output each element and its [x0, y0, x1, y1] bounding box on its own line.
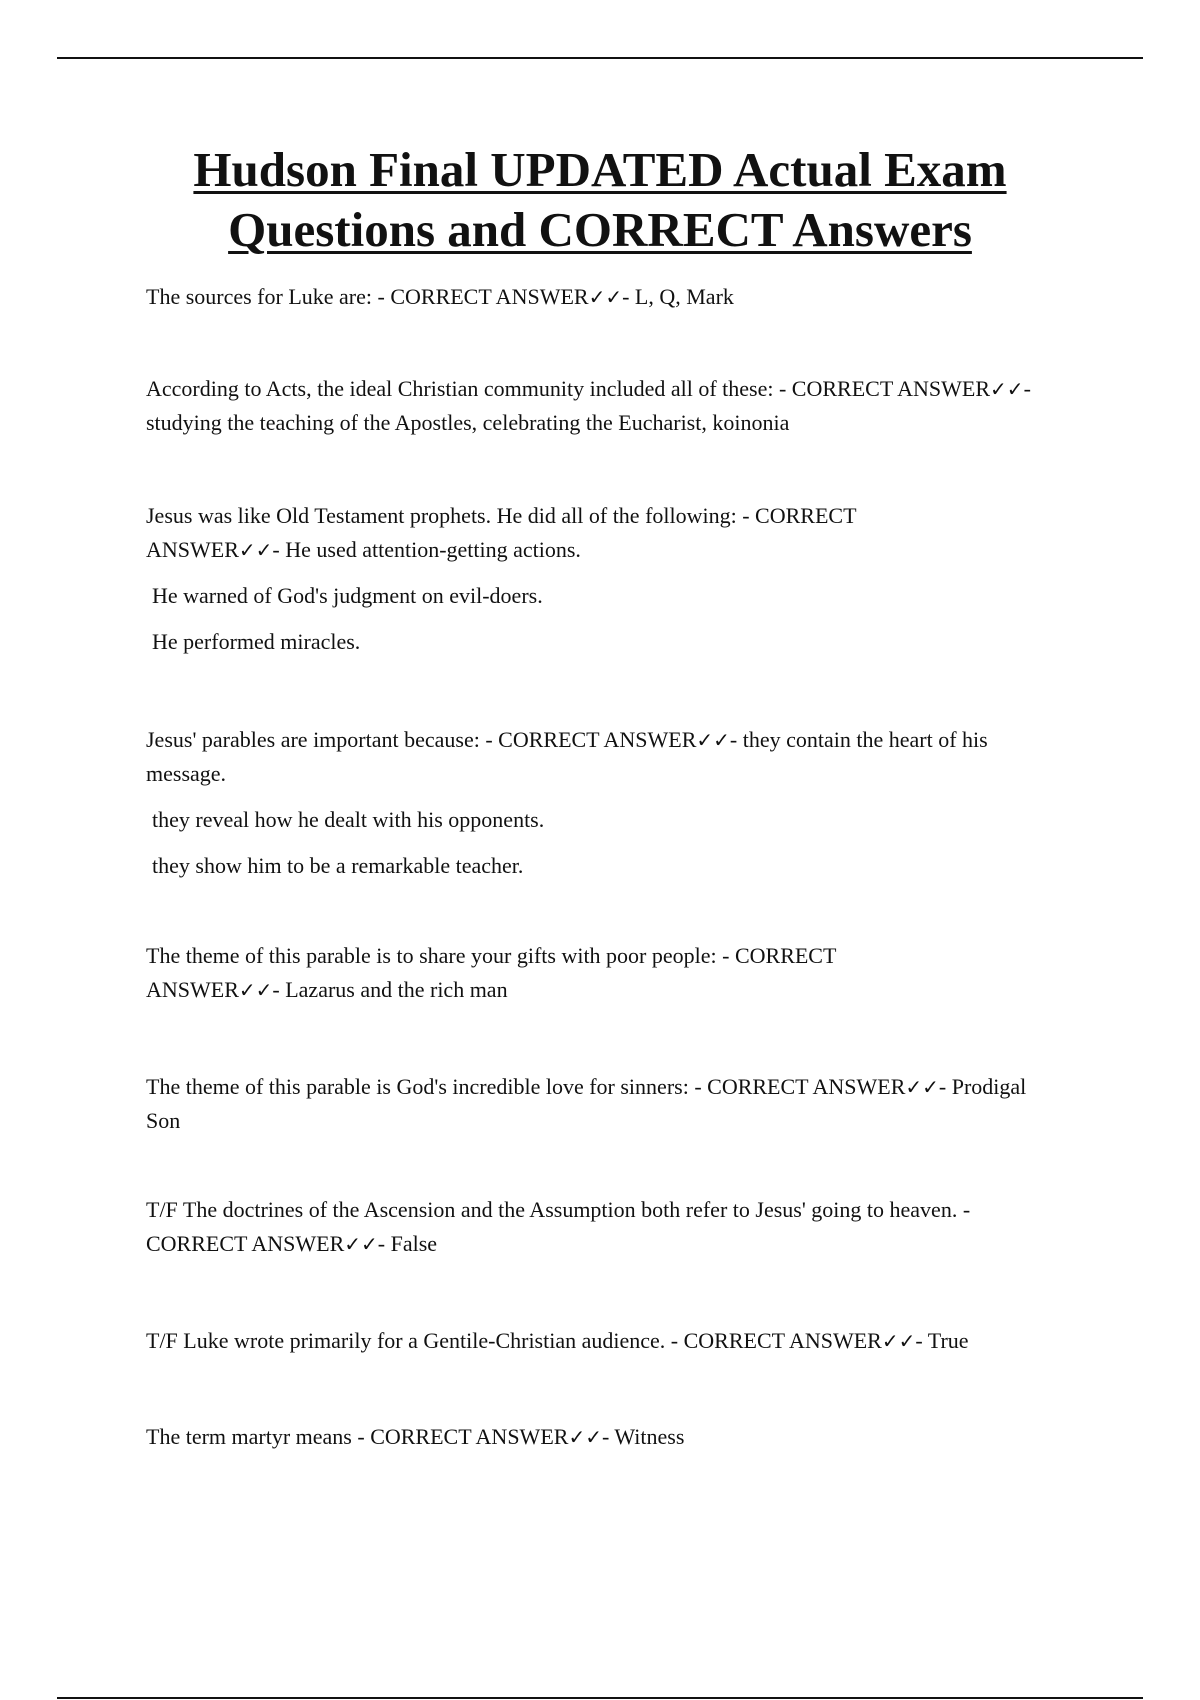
- checkmark-icon: ✓✓: [990, 377, 1024, 401]
- question-text: The theme of this parable is God's incredible love for sinners: - CORRECT ANSWER: [146, 1074, 906, 1099]
- qa-item-3: [146, 499, 986, 659]
- qa-item-5: [146, 939, 936, 1007]
- answer-extra-line: they show him to be a remarkable teacher.: [152, 853, 524, 878]
- qa-item-6: [146, 1070, 1066, 1138]
- answer-text: - He used attention-getting actions.: [272, 537, 581, 562]
- answer-text: - True: [915, 1328, 969, 1353]
- title-line-1: Hudson Final UPDATED Actual Exam: [193, 142, 1007, 197]
- answer-extra-line: He warned of God's judgment on evil-doers.: [152, 583, 543, 608]
- checkmark-icon: ✓✓: [568, 1425, 602, 1449]
- checkmark-icon: ✓✓: [696, 728, 730, 752]
- question-text: The sources for Luke are: - CORRECT ANSWER: [146, 284, 589, 309]
- question-text: The term martyr means - CORRECT ANSWER: [146, 1424, 569, 1449]
- answer-extra-line: they reveal how he dealt with his opponents.: [152, 807, 545, 832]
- answer-text: - Prodigal Son: [146, 1074, 1032, 1133]
- answer-text: - False: [377, 1231, 438, 1256]
- checkmark-icon: ✓✓: [344, 1232, 378, 1256]
- question-text: Jesus was like Old Testament prophets. He did all of the following: - CORRECT ANSWER: [146, 503, 861, 562]
- checkmark-icon: ✓✓: [238, 978, 273, 1002]
- qa-item-1: [146, 280, 734, 314]
- question-text: The theme of this parable is to share your gifts with poor people: - CORRECT ANSWER: [146, 943, 841, 1002]
- question-text: According to Acts, the ideal Christian community included all of these: - CORRECT ANSWER: [146, 376, 991, 401]
- checkmark-icon: ✓✓: [881, 1329, 916, 1353]
- title-line-2: Questions and CORRECT Answers: [228, 202, 972, 257]
- checkmark-icon: ✓✓: [588, 285, 623, 309]
- answer-extra-line: He performed miracles.: [152, 629, 361, 654]
- answer-text: - Witness: [601, 1424, 685, 1449]
- answer-text: - L, Q, Mark: [622, 284, 734, 309]
- top-rule: [57, 57, 1143, 59]
- answer-text: - they contain the heart of his message.: [146, 727, 994, 786]
- answer-text: - Lazarus and the rich man: [272, 977, 508, 1002]
- answer-text: - studying the teaching of the Apostles, celebrating the Eucharist, koinonia: [146, 376, 1037, 435]
- qa-item-4: [146, 723, 1066, 883]
- checkmark-icon: ✓✓: [238, 538, 273, 562]
- checkmark-icon: ✓✓: [905, 1075, 939, 1099]
- qa-item-7: [146, 1193, 1066, 1261]
- qa-item-2: [146, 372, 1066, 440]
- qa-item-8: [146, 1324, 1086, 1358]
- question-text: T/F Luke wrote primarily for a Gentile-Christian audience. - CORRECT ANSWER: [146, 1328, 882, 1353]
- document-title: [57, 140, 1143, 260]
- bottom-rule: [57, 1697, 1143, 1699]
- question-text: T/F The doctrines of the Ascension and the Assumption both refer to Jesus' going to heaven. - CORRECT ANSWER: [146, 1197, 976, 1256]
- question-text: Jesus' parables are important because: - CORRECT ANSWER: [146, 727, 697, 752]
- qa-item-9: [146, 1420, 684, 1454]
